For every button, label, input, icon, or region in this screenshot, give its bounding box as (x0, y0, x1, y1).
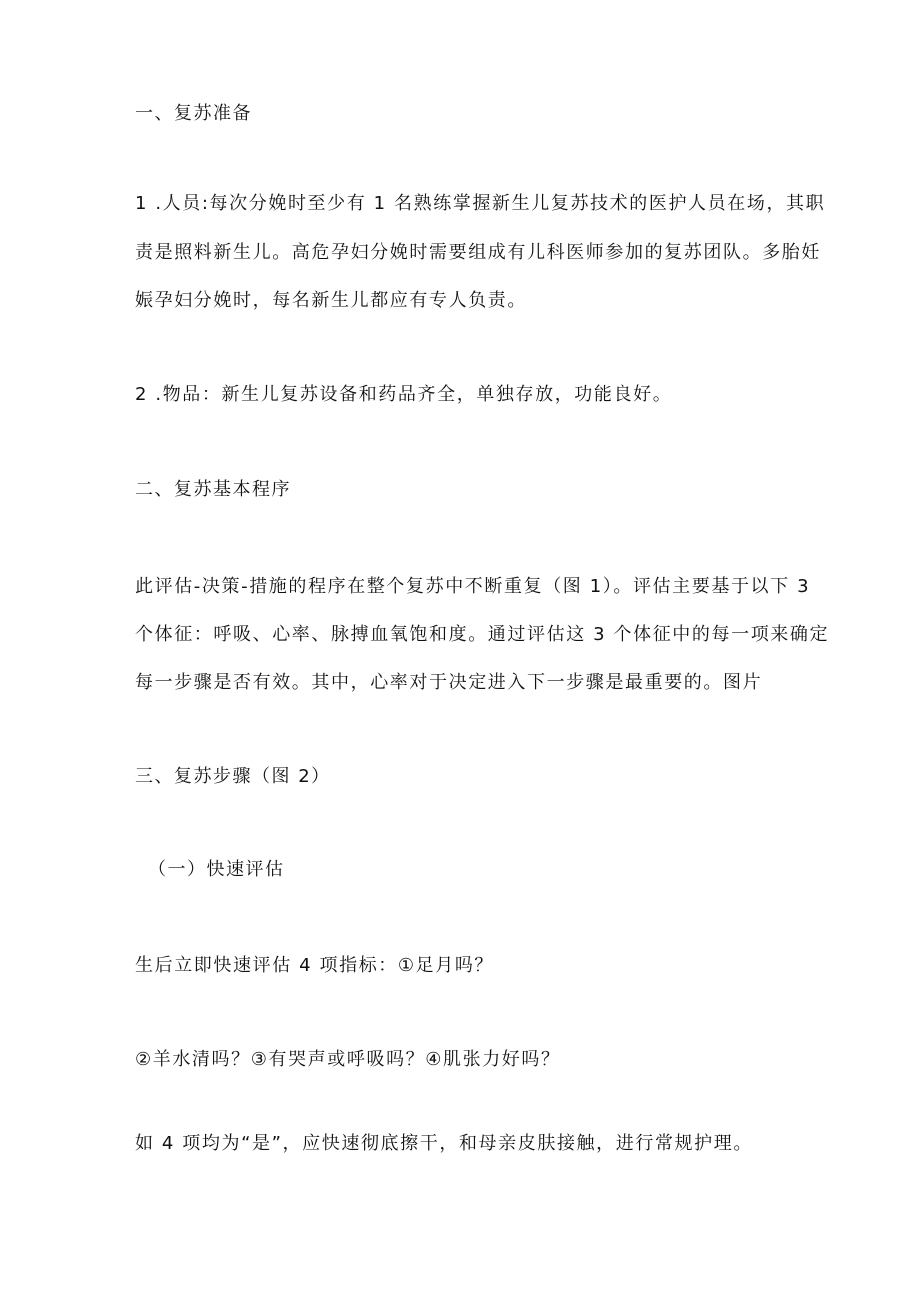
paragraph-line: ②羊水清吗？③有哭声或呼吸吗？④肌张力好吗？ (135, 1049, 561, 1070)
paragraph-line: 生后立即快速评估 4 项指标：①足月吗？ (135, 955, 495, 976)
paragraph-line: 每一步骤是否有效。其中，心率对于决定进入下一步骤是最重要的。图片 (135, 672, 763, 693)
paragraph-line: 个体征：呼吸、心率、脉搏血氧饱和度。通过评估这 3 个体征中的每一项来确定 (135, 624, 830, 645)
paragraph-line: 此评估-决策-措施的程序在整个复苏中不断重复（图 1）。评估主要基于以下 3 (135, 576, 811, 597)
section-heading-resuscitation-preparation: 一、复苏准备 (135, 103, 252, 124)
paragraph-line: 如 4 项均为“是”，应快速彻底擦干，和母亲皮肤接触，进行常规护理。 (135, 1133, 753, 1154)
paragraph-line: 责是照料新生儿。高危孕妇分娩时需要组成有儿科医师参加的复苏团队。多胎妊 (135, 242, 821, 263)
paragraph-line: 1 .人员:每次分娩时至少有 1 名熟练掌握新生儿复苏技术的医护人员在场，其职 (135, 193, 826, 214)
paragraph-line: 2 .物品：新生儿复苏设备和药品齐全，单独存放，功能良好。 (135, 384, 673, 405)
subsection-heading-quick-assessment: （一）快速评估 (148, 859, 285, 880)
section-heading-basic-procedure: 二、复苏基本程序 (135, 479, 291, 500)
section-heading-resuscitation-steps: 三、复苏步骤（图 2） (135, 766, 331, 787)
paragraph-line: 娠孕妇分娩时，每名新生儿都应有专人负责。 (135, 290, 527, 311)
